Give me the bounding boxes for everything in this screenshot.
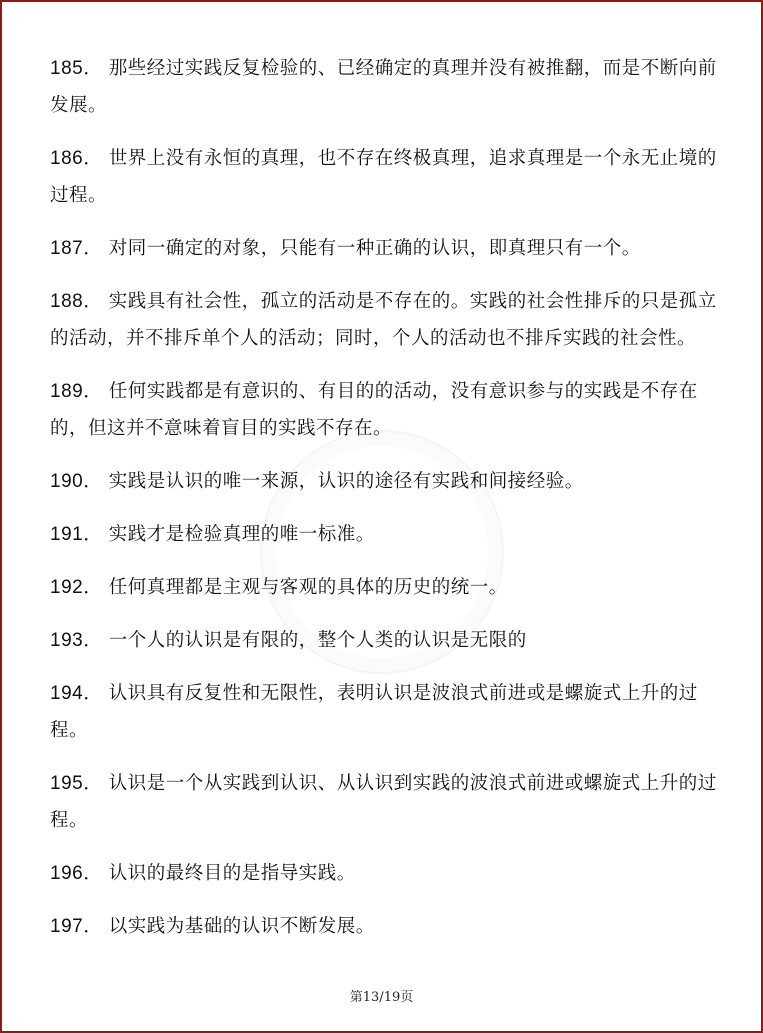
- item-number: 188．: [50, 291, 103, 312]
- list-item: [50, 463, 722, 500]
- list-item: [50, 140, 722, 214]
- item-number: 185．: [50, 58, 103, 79]
- item-text: 认识具有反复性和无限性，表明认识是波浪式前进或是螺旋式上升的过程。: [50, 683, 698, 741]
- item-text: 认识的最终目的是指导实践。: [108, 863, 356, 884]
- statement-list: [50, 50, 722, 961]
- list-item: [50, 373, 722, 447]
- list-item: [50, 50, 722, 124]
- list-item: [50, 230, 722, 267]
- item-number: 193．: [50, 630, 103, 651]
- item-number: 186．: [50, 148, 103, 169]
- item-text: 实践才是检验真理的唯一标准。: [108, 524, 375, 545]
- item-text: 一个人的认识是有限的，整个人类的认识是无限的: [108, 630, 527, 651]
- item-number: 189．: [50, 381, 103, 402]
- item-text: 那些经过实践反复检验的、已经确定的真理并没有被推翻，而是不断向前发展。: [50, 58, 717, 116]
- item-text: 实践具有社会性，孤立的活动是不存在的。实践的社会性排斥的只是孤立的活动，并不排斥单个人的活动；同时，个人的活动也不排斥实践的社会性。: [50, 291, 717, 349]
- item-text: 实践是认识的唯一来源，认识的途径有实践和间接经验。: [108, 471, 584, 492]
- item-text: 任何实践都是有意识的、有目的的活动，没有意识参与的实践是不存在的，但这并不意味着盲目的实践不存在。: [50, 381, 698, 439]
- list-item: [50, 855, 722, 892]
- item-number: 195．: [50, 773, 103, 794]
- item-text: 对同一确定的对象，只能有一种正确的认识，即真理只有一个。: [108, 238, 641, 259]
- item-text: 以实践为基础的认识不断发展。: [108, 916, 375, 937]
- list-item: [50, 675, 722, 749]
- item-text: 世界上没有永恒的真理，也不存在终极真理，追求真理是一个永无止境的过程。: [50, 148, 717, 206]
- item-number: 197．: [50, 916, 103, 937]
- item-text: 任何真理都是主观与客观的具体的历史的统一。: [108, 577, 508, 598]
- item-number: 196．: [50, 863, 103, 884]
- page-number: 第13/19页: [349, 990, 414, 1005]
- list-item: [50, 569, 722, 606]
- list-item: [50, 765, 722, 839]
- item-number: 187．: [50, 238, 103, 259]
- list-item: [50, 908, 722, 945]
- list-item: [50, 516, 722, 553]
- item-number: 190．: [50, 471, 103, 492]
- item-text: 认识是一个从实践到认识、从认识到实践的波浪式前进或螺旋式上升的过程。: [50, 773, 717, 831]
- item-number: 192．: [50, 577, 103, 598]
- list-item: [50, 622, 722, 659]
- list-item: [50, 283, 722, 357]
- item-number: 194．: [50, 683, 103, 704]
- item-number: 191．: [50, 524, 103, 545]
